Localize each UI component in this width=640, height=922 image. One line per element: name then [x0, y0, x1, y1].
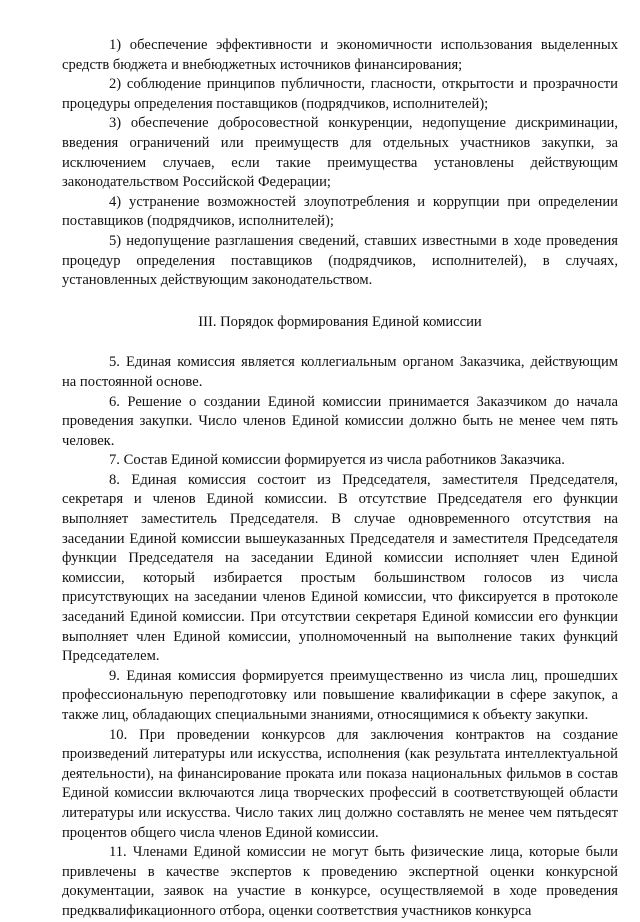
- clause-6: 6. Решение о создании Единой комиссии принимается Заказчиком до начала проведения закупки. Число членов Единой комиссии должно быть не менее чем пять человек.: [62, 393, 618, 449]
- section-heading: III. Порядок формирования Единой комиссии: [198, 313, 482, 330]
- item-5: 5) недопущение разглашения сведений, ставших известными в ходе проведения процедур определения поставщиков (подрядчиков, исполнителей), в случаях, установленных действующим законодательством.: [62, 232, 618, 289]
- item-4: 4) устранение возможностей злоупотребления и коррупции при определении поставщиков (подрядчиков, исполнителей);: [62, 193, 618, 230]
- clause-11: 11. Членами Единой комиссии не могут быть физические лица, которые были привлечены в качестве экспертов к проведению экспертной оценки конкурсной документации, заявок на участие в конкурсе, осуществляемой в ходе проведения предквалификационного отбора, оценки соответствия участников конкурса: [62, 844, 618, 919]
- clause-9: 9. Единая комиссия формируется преимущественно из числа лиц, прошедших профессиональную переподготовку или повышение квалификации в сфере закупок, а также лиц, обладающих специальными знаниями, относящимися к объекту закупки.: [62, 667, 618, 723]
- clause-10: 10. При проведении конкурсов для заключения контрактов на создание произведений литературы или искусства, исполнения (как результата интеллектуальной деятельности), на финансирование проката или показа национальных фильмов в состав Единой комиссии включаются лица творческих профессий в соответствующей области литературы или искусства. Число таких лиц должно составлять не менее чем пятьдесят процентов общего числа членов Единой комиссии.: [62, 726, 618, 841]
- item-3: 3) обеспечение добросовестной конкуренции, недопущение дискриминации, введения ограничений или преимуществ для отдельных участников закупки, за исключением случаев, если такие преимущества установлены действующим законодательством Российской Федерации;: [62, 115, 618, 191]
- clause-8: 8. Единая комиссия состоит из Председателя, заместителя Председателя, секретаря и членов Единой комиссии. В отсутствие Председателя его функции выполняет заместитель Председателя. В случае одновременного отсутствия на заседании Единой комиссии вышеуказанных Председателя и заместителя Председателя функции Председателя на заседании Единой комиссии исполняет член Единой комиссии, который избирается простым большинством голосов из числа присутствующих на заседании членов Единой комиссии, что фиксируется в протоколе заседаний Единой комиссии. При отсутствии секретаря Единой комиссии его функции выполняет член Единой комиссии, уполномоченный на выполнение таких функций Председателем.: [62, 471, 618, 665]
- item-2: 2) соблюдение принципов публичности, гласности, открытости и прозрачности процедуры определения поставщиков (подрядчиков, исполнителей);: [62, 76, 618, 112]
- clause-7: 7. Состав Единой комиссии формируется из числа работников Заказчика.: [109, 452, 565, 469]
- item-1: 1) обеспечение эффективности и экономичности использования выделенных средств бюджета и внебюджетных источников финансирования;: [62, 37, 618, 73]
- clause-5: 5. Единая комиссия является коллегиальным органом Заказчика, действующим на постоянной основе.: [62, 354, 618, 390]
